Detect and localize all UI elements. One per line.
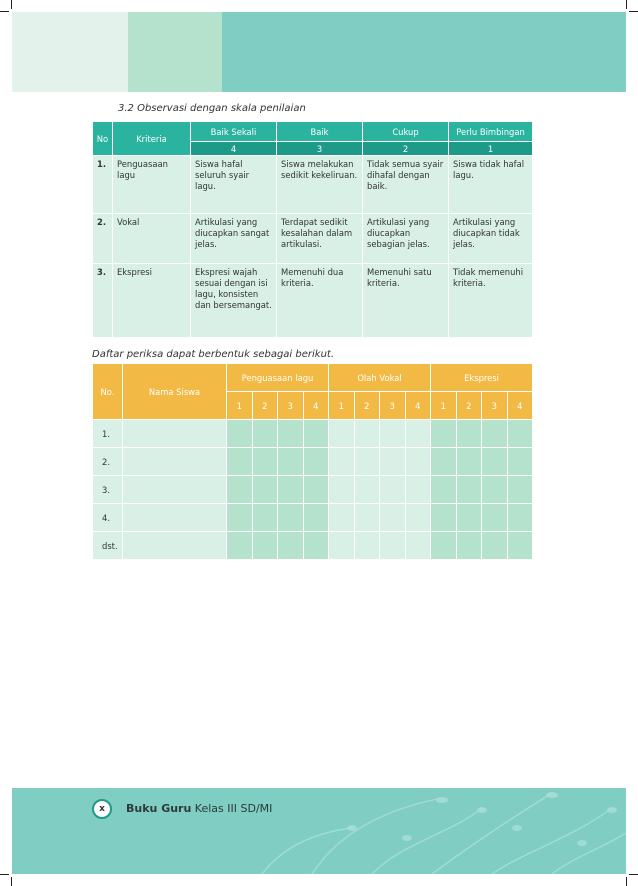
score-header: 3 [278, 392, 304, 420]
row-number: 2. [93, 448, 123, 476]
score-check-cell[interactable] [227, 504, 253, 532]
score-check-cell[interactable] [456, 420, 482, 448]
header-band-mint [128, 12, 222, 92]
col-no-header: No. [93, 364, 123, 420]
score-check-cell[interactable] [507, 420, 533, 448]
score-header: 4 [507, 392, 533, 420]
row-number: 3. [93, 264, 113, 338]
footer-book-title [126, 802, 272, 815]
level-header: Baik Sekali [191, 122, 277, 142]
rating-cell: Memenuhi satu kriteria. [363, 264, 449, 338]
crop-mark [629, 874, 638, 875]
score-check-cell[interactable] [354, 448, 380, 476]
score-check-cell[interactable] [303, 504, 329, 532]
score-check-cell[interactable] [507, 476, 533, 504]
score-check-cell[interactable] [354, 476, 380, 504]
criterion-name: Penguasaan lagu [113, 156, 191, 214]
table-row [93, 448, 533, 476]
score-check-cell[interactable] [431, 420, 457, 448]
score-check-cell[interactable] [405, 448, 431, 476]
score-header: 2 [456, 392, 482, 420]
score-check-cell[interactable] [252, 504, 278, 532]
score-header: 2 [252, 392, 278, 420]
score-check-cell[interactable] [380, 504, 406, 532]
crop-mark [11, 0, 12, 9]
score-check-cell[interactable] [278, 532, 304, 560]
table-row [93, 504, 533, 532]
score-check-cell[interactable] [278, 504, 304, 532]
table-row [93, 214, 533, 264]
score-check-cell[interactable] [380, 420, 406, 448]
student-name-cell[interactable] [123, 448, 227, 476]
score-check-cell[interactable] [431, 476, 457, 504]
group-header: Penguasaan lagu [227, 364, 329, 392]
class-label: Kelas III SD/MI [191, 802, 273, 815]
score-check-cell[interactable] [380, 476, 406, 504]
score-check-cell[interactable] [329, 532, 355, 560]
score-check-cell[interactable] [278, 476, 304, 504]
table-row [93, 532, 533, 560]
row-number: 1. [93, 156, 113, 214]
score-check-cell[interactable] [329, 476, 355, 504]
row-number: 1. [93, 420, 123, 448]
crop-mark [626, 0, 627, 9]
score-check-cell[interactable] [278, 448, 304, 476]
score-header: 3 [380, 392, 406, 420]
rating-cell: Terdapat sedikit kesalahan dalam artikulasi. [277, 214, 363, 264]
rating-cell: Artikulasi yang diucapkan sangat jelas. [191, 214, 277, 264]
score-check-cell[interactable] [482, 532, 508, 560]
crop-mark [11, 877, 12, 886]
score-header: 2 [354, 392, 380, 420]
row-number: 2. [93, 214, 113, 264]
score-check-cell[interactable] [227, 420, 253, 448]
score-check-cell[interactable] [354, 504, 380, 532]
criterion-name: Ekspresi [113, 264, 191, 338]
checklist-intro: Daftar periksa dapat berbentuk sebagai berikut. [92, 349, 335, 360]
rating-cell: Memenuhi dua kriteria. [277, 264, 363, 338]
score-check-cell[interactable] [303, 532, 329, 560]
score-check-cell[interactable] [380, 448, 406, 476]
score-check-cell[interactable] [227, 476, 253, 504]
score-check-cell[interactable] [227, 532, 253, 560]
score-header: 4 [303, 392, 329, 420]
group-header: Ekspresi [431, 364, 533, 392]
row-number: 3. [93, 476, 123, 504]
table-row [93, 420, 533, 448]
level-header: Baik [277, 122, 363, 142]
score-check-cell[interactable] [456, 532, 482, 560]
score-check-cell[interactable] [329, 448, 355, 476]
table-row [93, 264, 533, 338]
score-check-cell[interactable] [405, 504, 431, 532]
crop-mark [629, 11, 638, 12]
rating-cell: Artikulasi yang diucapkan tidak jelas. [449, 214, 533, 264]
table-row [93, 476, 533, 504]
table-row [93, 156, 533, 214]
rating-cell: Artikulasi yang diucapkan sebagian jelas. [363, 214, 449, 264]
level-score: 4 [191, 142, 277, 156]
col-no-header: No [93, 122, 113, 156]
score-check-cell[interactable] [303, 448, 329, 476]
score-check-cell[interactable] [431, 448, 457, 476]
score-check-cell[interactable] [252, 448, 278, 476]
score-check-cell[interactable] [278, 420, 304, 448]
book-title: Buku Guru [126, 802, 192, 815]
rating-cell: Tidak memenuhi kriteria. [449, 264, 533, 338]
score-check-cell[interactable] [431, 504, 457, 532]
score-check-cell[interactable] [431, 532, 457, 560]
rating-cell: Siswa hafal seluruh syair lagu. [191, 156, 277, 214]
score-check-cell[interactable] [303, 420, 329, 448]
score-check-cell[interactable] [405, 476, 431, 504]
score-header: 4 [405, 392, 431, 420]
col-kriteria-header: Kriteria [113, 122, 191, 156]
page-number-badge: x [92, 799, 112, 819]
score-check-cell[interactable] [329, 504, 355, 532]
level-score: 1 [449, 142, 533, 156]
col-nama-header: Nama Siswa [123, 364, 227, 420]
score-check-cell[interactable] [252, 420, 278, 448]
header-band-teal [222, 12, 626, 92]
rating-cell: Tidak semua syair dihafal dengan baik. [363, 156, 449, 214]
row-number: 4. [93, 504, 123, 532]
score-check-cell[interactable] [507, 504, 533, 532]
score-check-cell[interactable] [380, 532, 406, 560]
header-band-light [12, 12, 128, 92]
score-check-cell[interactable] [405, 532, 431, 560]
row-number: dst. [93, 532, 123, 560]
crop-mark [0, 11, 9, 12]
score-check-cell[interactable] [252, 532, 278, 560]
checklist-table [92, 363, 533, 560]
level-header: Perlu Bimbingan [449, 122, 533, 142]
score-check-cell[interactable] [405, 420, 431, 448]
score-header: 1 [227, 392, 253, 420]
score-header: 1 [431, 392, 457, 420]
rating-cell: Ekspresi wajah sesuai dengan isi lagu, konsisten dan bersemangat. [191, 264, 277, 338]
score-check-cell[interactable] [252, 476, 278, 504]
score-check-cell[interactable] [354, 532, 380, 560]
score-check-cell[interactable] [354, 420, 380, 448]
level-score: 3 [277, 142, 363, 156]
score-header: 3 [482, 392, 508, 420]
crop-mark [626, 877, 627, 886]
score-check-cell[interactable] [482, 476, 508, 504]
score-check-cell[interactable] [507, 532, 533, 560]
student-name-cell[interactable] [123, 420, 227, 448]
score-check-cell[interactable] [482, 504, 508, 532]
section-title: 3.2 Observasi dengan skala penilaian [118, 103, 306, 114]
score-check-cell[interactable] [507, 448, 533, 476]
score-check-cell[interactable] [456, 448, 482, 476]
score-check-cell[interactable] [456, 476, 482, 504]
score-check-cell[interactable] [456, 504, 482, 532]
level-header: Cukup [363, 122, 449, 142]
score-header: 1 [329, 392, 355, 420]
score-check-cell[interactable] [329, 420, 355, 448]
student-name-cell[interactable] [123, 532, 227, 560]
student-name-cell[interactable] [123, 476, 227, 504]
score-check-cell[interactable] [303, 476, 329, 504]
score-check-cell[interactable] [227, 448, 253, 476]
crop-mark [0, 874, 9, 875]
score-check-cell[interactable] [482, 420, 508, 448]
score-check-cell[interactable] [482, 448, 508, 476]
rating-cell: Siswa melakukan sedikit kekeliruan. [277, 156, 363, 214]
rating-cell: Siswa tidak hafal lagu. [449, 156, 533, 214]
criterion-name: Vokal [113, 214, 191, 264]
student-name-cell[interactable] [123, 504, 227, 532]
rating-scale-table [92, 121, 533, 338]
group-header: Olah Vokal [329, 364, 431, 392]
level-score: 2 [363, 142, 449, 156]
